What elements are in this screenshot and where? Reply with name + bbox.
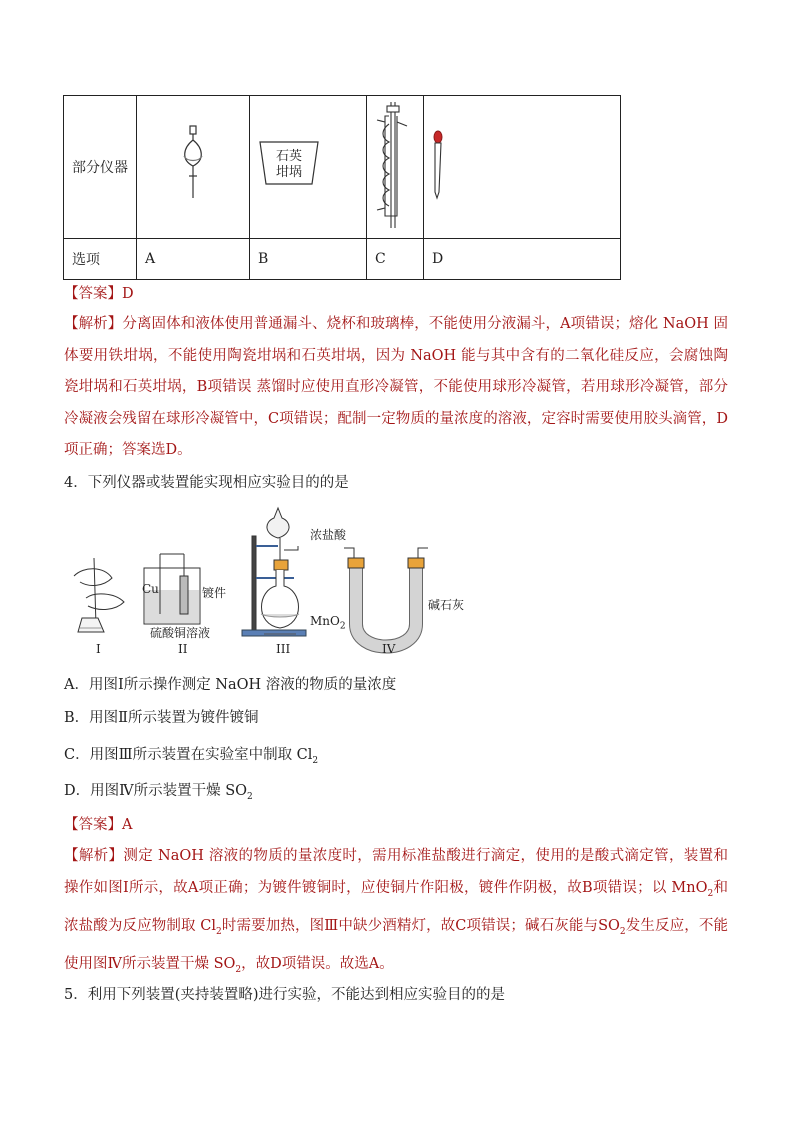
cu-label: Cu [142, 582, 159, 596]
answer-value: D [122, 286, 134, 302]
q5-stem: 5．利用下列装置(夹持装置略)进行实验，不能达到相应实验目的的是 [64, 987, 506, 1003]
dropper-cell [424, 96, 621, 239]
q4-option-b: B．用图Ⅱ所示装置为镀件镀铜 [64, 710, 259, 726]
q4-option-d: D．用图Ⅳ所示装置干燥 $SO_2$ [64, 783, 253, 802]
answer-tag: 【答案】 [64, 817, 122, 833]
instrument-table [63, 95, 621, 280]
dropper-drawing [424, 96, 620, 234]
plated-item-label: 镀件 [202, 586, 227, 600]
answer-tag: 【答案】 [64, 286, 122, 302]
row-label-options: 选项 [64, 239, 137, 280]
fig-label-ii: II [178, 642, 188, 656]
apparatus-illustration [64, 506, 484, 662]
bulb-condenser-cell [367, 96, 424, 239]
crucible-label-1: 石英 [275, 149, 302, 164]
answer-value: A [122, 817, 133, 833]
analysis-tag: 【解析】 [64, 848, 124, 864]
row-label-instruments: 部分仪器 [64, 96, 137, 239]
mno2-label: MnO$_2$ [310, 614, 346, 632]
q4-analysis: 【解析】测定 NaOH 溶液的物质的量浓度时，需用标准盐酸进行滴定，使用的是酸式滴定管，装置和操作如图Ⅰ所示，故A项正确；为镀件镀铜时，应使铜片作阳极，镀件作阴极，故B项错误；以 MnO$_2$和浓盐酸为反应物制取 $Cl_2$时需要加热，图Ⅲ中缺少酒精灯，故C项错误；碱石灰能与$SO_2$发生反应，不能使用图Ⅳ所示装置干燥 $SO_2$，故D项错误。故选A。 [64, 848, 728, 975]
separatory-funnel-cell [137, 96, 250, 239]
q3-answer [64, 284, 134, 304]
q4-answer [64, 815, 132, 835]
analysis-text: 分离固体和液体使用普通漏斗、烧杯和玻璃棒，不能使用分液漏斗，A项错误；熔化 NaOH 固体要用铁坩埚，不能使用陶瓷坩埚和石英坩埚，因为 NaOH 能与其中含有的二氧化硅反应，会腐蚀陶瓷坩埚和石英坩埚，B项错误 蒸馏时应使用直形冷凝管，不能使用球形冷凝管，若用球形冷凝管，部分冷凝液会残留在球形冷凝管中，C项错误；配制一定物质的量浓度的溶液，定容时需要使用胶头滴管，D项正确；答案选D。 [64, 316, 728, 458]
bulb-condenser-drawing [367, 96, 423, 234]
conc-hcl-label: 浓盐酸 [310, 528, 347, 542]
option-a-label: A [137, 239, 250, 280]
soda-lime-label: 碱石灰 [428, 598, 465, 612]
copper-sulfate-label: 硫酸铜溶液 [150, 626, 211, 640]
option-c-label: C [367, 239, 424, 280]
option-b-label: B [250, 239, 367, 280]
fig-label-iv: IV [382, 642, 396, 656]
option-d-label: D [424, 239, 621, 280]
q4-stem: 4．下列仪器或装置能实现相应实验目的的是 [64, 475, 349, 491]
q4-figure [64, 506, 484, 662]
q4-option-c: C．用图Ⅲ所示装置在实验室中制取 $Cl_2$ [64, 747, 319, 766]
fig-label-iii: III [276, 642, 291, 656]
separatory-funnel-drawing [137, 96, 249, 234]
crucible-label-2: 坩埚 [275, 165, 302, 180]
fig-label-i: I [96, 642, 101, 656]
analysis-tag: 【解析】 [64, 316, 123, 332]
quartz-crucible-cell [250, 96, 367, 239]
q4-option-a: A．用图Ⅰ所示操作测定 NaOH 溶液的物质的量浓度 [64, 677, 397, 693]
q3-analysis [64, 309, 728, 467]
